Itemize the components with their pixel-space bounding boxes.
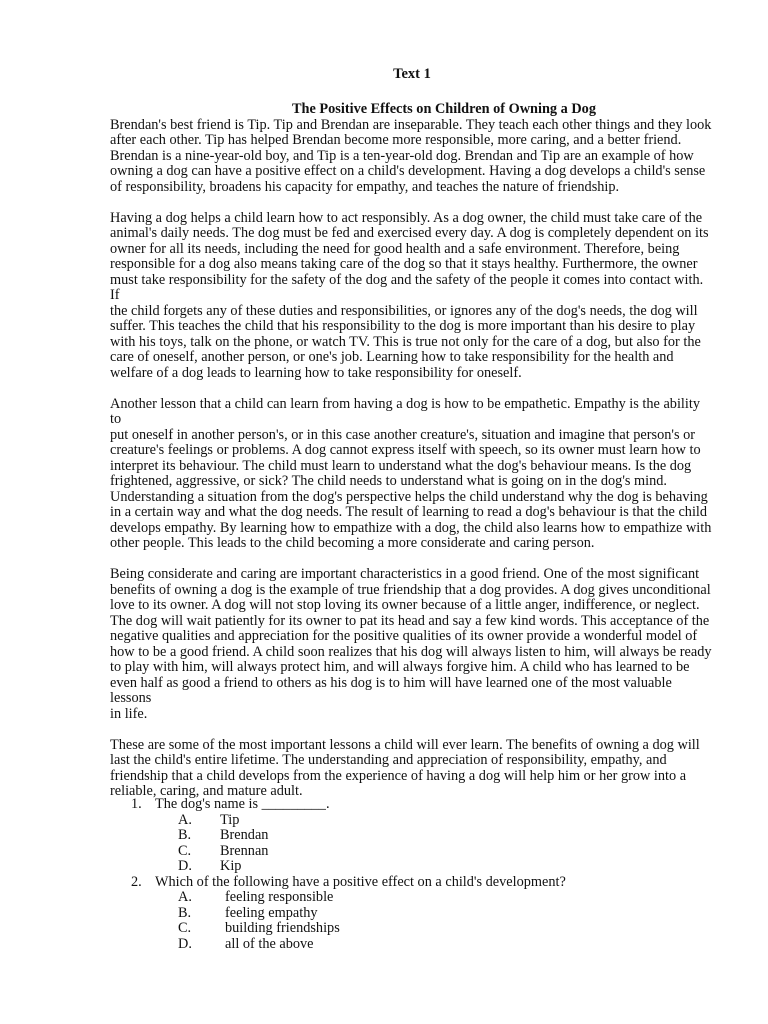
paragraph: These are some of the most important lessons a child will ever learn. The benefits of owning a dog will last the child's entire lifetime. The understanding and appreciation of responsibility, empathy, and friendship that a child develops from the experience of having a dog will help him or her grow into a reliable, caring, and mature adult. (110, 736, 700, 799)
option-letter: D. (178, 858, 192, 874)
option-letter: A. (178, 889, 192, 905)
answer-option (120, 937, 680, 953)
question-number: 2. (131, 873, 142, 890)
answer-option (120, 828, 680, 844)
answer-option (120, 890, 680, 906)
question-list (120, 797, 680, 952)
option-text: all of the above (225, 935, 314, 952)
answer-option (120, 844, 680, 860)
option-letter: B. (178, 827, 192, 843)
paragraph: Another lesson that a child can learn from having a dog is how to be empathetic. Empathy is the ability to put oneself in another person's, or in this case another creature's, situation and imagine that person's or creature's feelings or problems. A dog cannot express itself with speech, so its owner must learn how to interpret its behaviour. The child must learn to understand what the dog's behaviour means. Is the dog frightened, aggressive, or sick? The child needs to understand what is going on in the dog's mind. Understanding a situation from the dog's perspective helps the child understand why the dog is behaving in a certain way and what the dog needs. The result of learning to read a dog's behaviour is that the child develops empathy. By learning how to empathize with a dog, the child also learns how to empathize with other people. This leads to the child becoming a more considerate and caring person. (110, 395, 712, 551)
question-item (120, 797, 680, 875)
option-letter: B. (178, 904, 192, 921)
option-letter: C. (178, 842, 192, 859)
option-text: Tip (220, 811, 240, 828)
option-letter: C. (178, 920, 192, 936)
option-text: Brennan (220, 842, 269, 859)
option-text: building friendships (225, 920, 340, 936)
option-text: feeling empathy (225, 904, 318, 921)
question-item (120, 875, 680, 953)
paragraph: Being considerate and caring are important characteristics in a good friend. One of the most significant benefits of owning a dog is the example of true friendship that a dog provides. A dog gives unconditional love to its owner. A dog will not stop loving its owner because of a little anger, indifference, or neglect. The dog will wait patiently for its owner to pat its head and say a few kind words. This acceptance of the negative qualities and appreciation for the positive qualities of its owner provide a wonderful model of how to be a good friend. A child soon realizes that his dog will always listen to him, will always be ready to play with him, will always protect him, and will always forgive him. A child who has learned to be even half as good a friend to others as his dog is to him will have learned one of the most valuable lessons in life. (110, 566, 712, 722)
question-row (120, 875, 680, 891)
question-text: Which of the following have a positive effect on a child's development? (155, 873, 566, 890)
answer-option (120, 859, 680, 875)
question-row (120, 797, 680, 813)
question-text: The dog's name is _________. (155, 796, 330, 812)
paragraph: Brendan's best friend is Tip. Tip and Brendan are inseparable. They teach each other things and they look after each other. Tip has helped Brendan become more responsible, more caring, and a better friend. Brendan is a nine-year-old boy, and Tip is a ten-year-old dog. Brendan and Tip are an example of how owning a dog can have a positive effect on a child's development. Having a dog develops a child's sense of responsibility, broadens his capacity for empathy, and teaches the nature of friendship. (110, 116, 712, 195)
article-title: The Positive Effects on Children of Owning a Dog (292, 101, 596, 117)
answer-option (120, 906, 680, 922)
article-body (110, 102, 714, 815)
option-letter: A. (178, 811, 192, 828)
option-text: Brendan (220, 827, 269, 843)
option-text: feeling responsible (225, 889, 334, 905)
option-letter: D. (178, 935, 192, 952)
answer-option (120, 921, 680, 937)
question-number: 1. (131, 796, 142, 812)
option-text: Kip (220, 858, 242, 874)
paragraph: Having a dog helps a child learn how to act responsibly. As a dog owner, the child must take care of the animal's daily needs. The dog must be fed and exercised every day. A dog is completely dependent on its owner for all its needs, including the need for good health and a safe environment. Therefore, being responsible for a dog also means taking care of the dog so that it stays healthy. Furthermore, the owner must take responsibility for the safety of the dog and the safety of the people it comes into contact with. If the child forgets any of these duties and responsibilities, or ignores any of the dog's needs, the dog will suffer. This teaches the child that his responsibility to the dog is more important than his desire to play with his toys, talk on the phone, or watch TV. This is true not only for the care of a dog, but also for the care of oneself, another person, or one's job. Learning how to take responsibility for the health and welfare of a dog leads to learning how to take responsibility for oneself. (110, 209, 709, 381)
answer-option (120, 813, 680, 829)
document-heading: Text 1 (393, 66, 431, 82)
